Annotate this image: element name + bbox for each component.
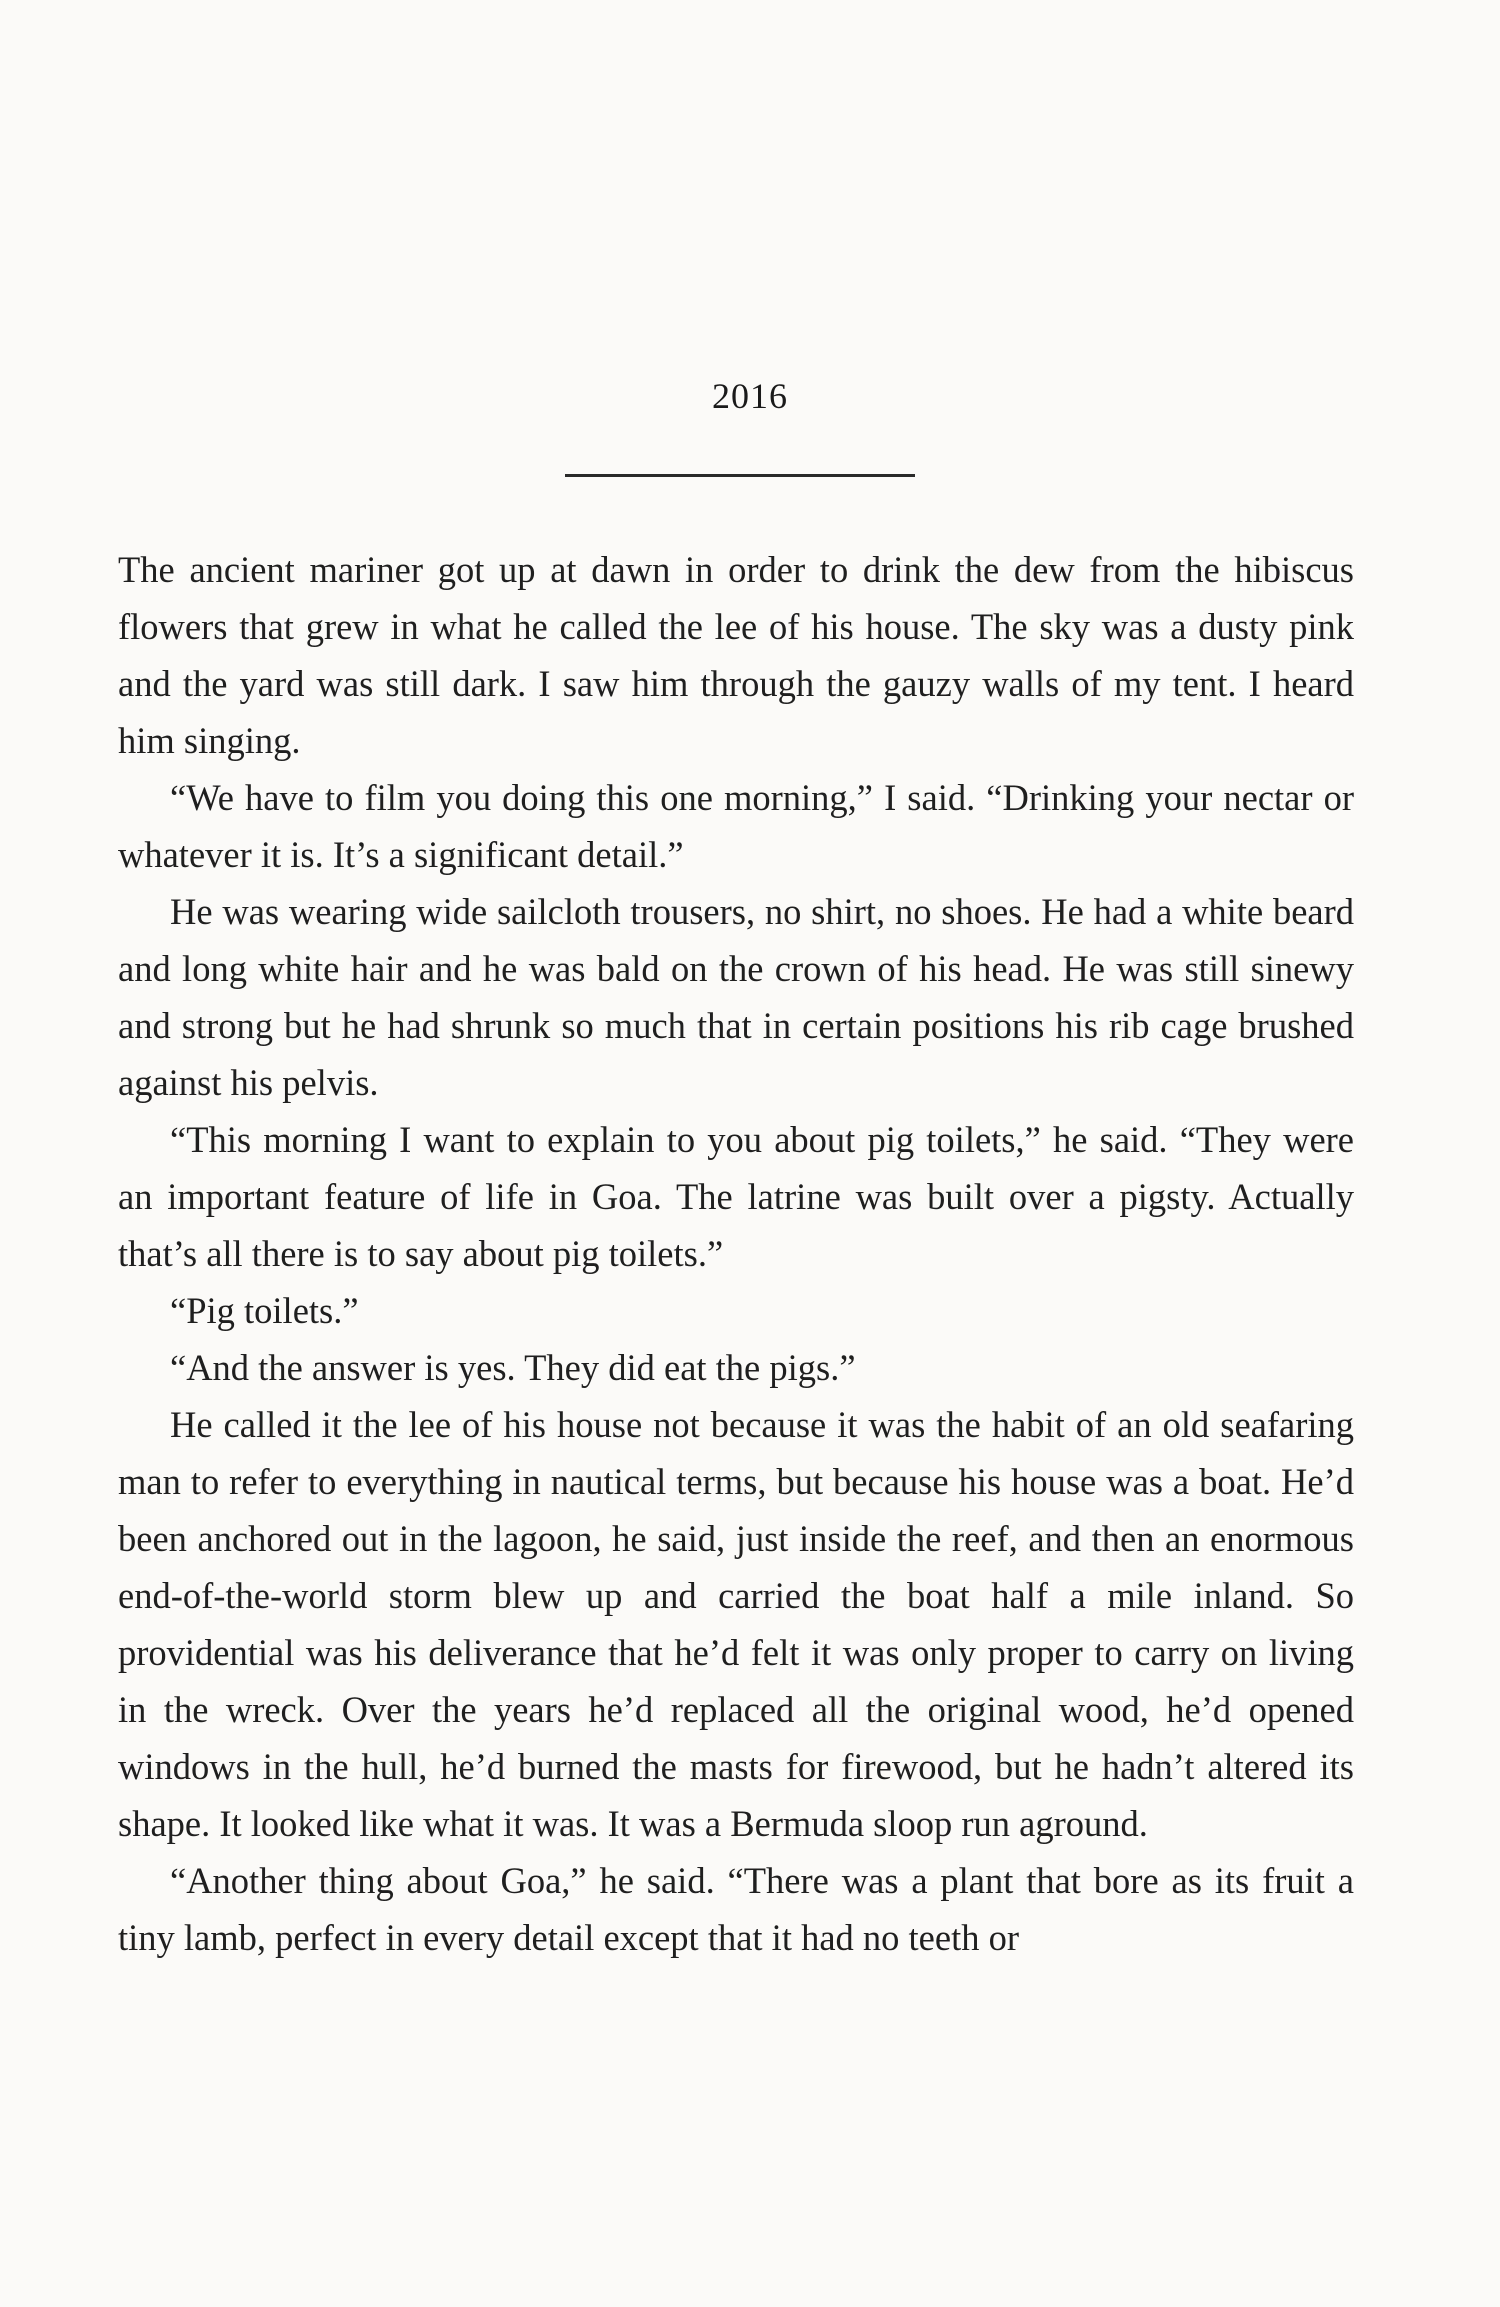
chapter-title: 2016 — [712, 376, 788, 416]
body-text — [118, 541, 1354, 1966]
paragraph: The ancient mariner got up at dawn in order to drink the dew from the hibiscus flowers that grew in what he called the lee of his house. The sky was a dusty pink and the yard was still dark. I saw him through the gauzy walls of my tent. I heard him singing. — [118, 549, 1354, 761]
paragraph: “Another thing about Goa,” he said. “There was a plant that bore as its fruit a tiny lamb, perfect in every detail except that it had no teeth or — [118, 1860, 1354, 1958]
title-rule — [565, 474, 915, 477]
paragraph: “And the answer is yes. They did eat the pigs.” — [170, 1347, 856, 1388]
paragraph: “This morning I want to explain to you about pig toilets,” he said. “They were an important feature of life in Goa. The latrine was built over a pigsty. Actually that’s all there is to say about pig toilets.” — [118, 1119, 1354, 1274]
paragraph: “We have to film you doing this one morning,” I said. “Drinking your nectar or whatever it is. It’s a significant detail.” — [118, 777, 1354, 875]
paragraph: “Pig toilets.” — [170, 1290, 359, 1331]
paragraph: He was wearing wide sailcloth trousers, no shirt, no shoes. He had a white beard and long white hair and he was bald on the crown of his head. He was still sinewy and strong but he had shrunk so much that in certain positions his rib cage brushed against his pelvis. — [118, 891, 1354, 1103]
paragraph: He called it the lee of his house not because it was the habit of an old seafaring man to refer to everything in nautical terms, but because his house was a boat. He’d been anchored out in the lagoon, he said, just inside the reef, and then an enormous end-of-the-world storm blew up and carried the boat half a mile inland. So providential was his deliverance that he’d felt it was only proper to carry on living in the wreck. Over the years he’d replaced all the original wood, he’d opened windows in the hull, he’d burned the masts for firewood, but he hadn’t altered its shape. It looked like what it was. It was a Bermuda sloop run aground. — [118, 1404, 1354, 1844]
